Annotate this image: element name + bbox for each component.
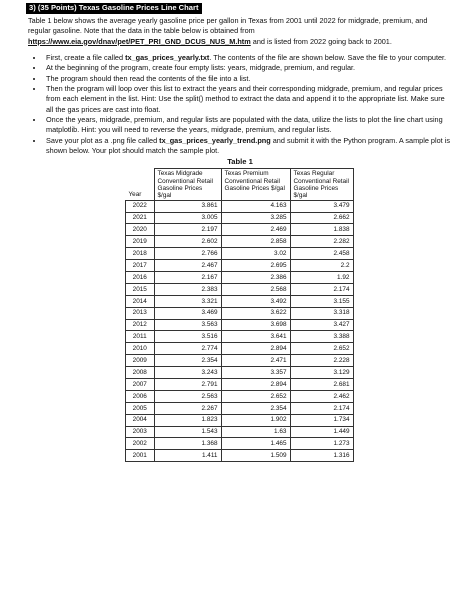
premium-cell: 2.894 bbox=[221, 343, 290, 355]
step-text: . The contents of the file are shown below. Save the file to your computer. bbox=[209, 52, 447, 62]
premium-cell: 2.471 bbox=[221, 355, 290, 367]
premium-cell: 3.285 bbox=[221, 212, 290, 224]
step-save-plot bbox=[44, 136, 452, 157]
premium-cell: 3.641 bbox=[221, 331, 290, 343]
regular-cell: 3.388 bbox=[290, 331, 353, 343]
regular-cell: 3.318 bbox=[290, 307, 353, 319]
midgrade-cell: 2.167 bbox=[154, 272, 221, 284]
regular-cell: 2.174 bbox=[290, 283, 353, 295]
table-row bbox=[126, 355, 354, 367]
year-cell: 2002 bbox=[126, 438, 155, 450]
table-row bbox=[126, 426, 354, 438]
premium-cell: 2.695 bbox=[221, 260, 290, 272]
year-cell: 2009 bbox=[126, 355, 155, 367]
midgrade-cell: 3.563 bbox=[154, 319, 221, 331]
regular-cell: 1.838 bbox=[290, 224, 353, 236]
intro-text-before: Table 1 below shows the average yearly gasoline price per gallon in Texas from 2001 until 2022 for midgrade, premium, and regular gasoline. Note that the data in the table below is obtained from bbox=[28, 15, 428, 36]
midgrade-cell: 3.005 bbox=[154, 212, 221, 224]
intro-text-after: and is listed from 2022 going back to 2001. bbox=[250, 36, 392, 46]
table-row bbox=[126, 379, 354, 391]
midgrade-cell: 1.411 bbox=[154, 450, 221, 462]
table-row bbox=[126, 438, 354, 450]
year-cell: 2011 bbox=[126, 331, 155, 343]
premium-cell: 2.568 bbox=[221, 283, 290, 295]
premium-cell: 1.902 bbox=[221, 414, 290, 426]
regular-cell: 2.662 bbox=[290, 212, 353, 224]
premium-cell: 2.354 bbox=[221, 402, 290, 414]
regular-cell: 2.458 bbox=[290, 248, 353, 260]
regular-cell: 2.2 bbox=[290, 260, 353, 272]
regular-cell: 3.479 bbox=[290, 200, 353, 212]
year-cell: 2020 bbox=[126, 224, 155, 236]
gas-prices-table bbox=[125, 168, 354, 462]
year-cell: 2010 bbox=[126, 343, 155, 355]
regular-cell: 1.92 bbox=[290, 272, 353, 284]
midgrade-cell: 3.243 bbox=[154, 367, 221, 379]
section-heading: 3) (35 Points) Texas Gasoline Prices Line Chart bbox=[26, 3, 202, 14]
regular-cell: 1.273 bbox=[290, 438, 353, 450]
step-text: Save your plot as a .png file called bbox=[46, 135, 160, 145]
year-cell: 2017 bbox=[126, 260, 155, 272]
midgrade-cell: 3.861 bbox=[154, 200, 221, 212]
midgrade-cell: 2.602 bbox=[154, 236, 221, 248]
premium-cell: 1.465 bbox=[221, 438, 290, 450]
regular-cell: 1.734 bbox=[290, 414, 353, 426]
step-loop-extract: • Then the program will loop over this list to extract the years and their corresponding midgrade, premium, and regular prices from each element in the list. Hint: Use the split() method to extract the data and append it to the appropriate list. Make sure all the gas prices are cast into float. bbox=[44, 84, 452, 115]
header-year: Year bbox=[126, 169, 155, 200]
table-body bbox=[126, 200, 354, 462]
premium-cell: 3.357 bbox=[221, 367, 290, 379]
year-cell: 2022 bbox=[126, 200, 155, 212]
table-row bbox=[126, 367, 354, 379]
midgrade-cell: 3.516 bbox=[154, 331, 221, 343]
table-row bbox=[126, 343, 354, 355]
table-row bbox=[126, 212, 354, 224]
midgrade-cell: 2.774 bbox=[154, 343, 221, 355]
year-cell: 2021 bbox=[126, 212, 155, 224]
step-create-lists: • At the beginning of the program, create four empty lists: years, midgrade, premium, and regular. bbox=[44, 63, 452, 73]
table-title: Table 1 bbox=[227, 157, 253, 167]
step-text: and submit it with the Python program. A sample plot is shown below. Your plot should match the sample plot. bbox=[46, 135, 450, 156]
year-cell: 2007 bbox=[126, 379, 155, 391]
table-row bbox=[126, 295, 354, 307]
regular-cell: 1.316 bbox=[290, 450, 353, 462]
year-cell: 2016 bbox=[126, 272, 155, 284]
year-cell: 2019 bbox=[126, 236, 155, 248]
premium-cell: 2.652 bbox=[221, 390, 290, 402]
midgrade-cell: 2.267 bbox=[154, 402, 221, 414]
table-row bbox=[126, 402, 354, 414]
year-cell: 2014 bbox=[126, 295, 155, 307]
year-cell: 2015 bbox=[126, 283, 155, 295]
midgrade-cell: 2.766 bbox=[154, 248, 221, 260]
source-url-link[interactable]: https://www.eia.gov/dnav/pet/PET_PRI_GND_DCUS_NUS_M.htm bbox=[28, 36, 251, 46]
midgrade-cell: 3.469 bbox=[154, 307, 221, 319]
table-row bbox=[126, 307, 354, 319]
intro-paragraph bbox=[28, 16, 452, 47]
midgrade-cell: 3.321 bbox=[154, 295, 221, 307]
table-row bbox=[126, 319, 354, 331]
midgrade-cell: 2.383 bbox=[154, 283, 221, 295]
regular-cell: 2.652 bbox=[290, 343, 353, 355]
regular-cell: 2.282 bbox=[290, 236, 353, 248]
table-row bbox=[126, 414, 354, 426]
premium-cell: 1.509 bbox=[221, 450, 290, 462]
output-filename: tx_gas_prices_yearly_trend.png bbox=[159, 135, 271, 145]
premium-cell: 3.02 bbox=[221, 248, 290, 260]
input-filename: tx_gas_prices_yearly.txt bbox=[125, 52, 210, 62]
regular-cell: 1.449 bbox=[290, 426, 353, 438]
year-cell: 2013 bbox=[126, 307, 155, 319]
table-row bbox=[126, 390, 354, 402]
regular-cell: 3.129 bbox=[290, 367, 353, 379]
midgrade-cell: 1.823 bbox=[154, 414, 221, 426]
premium-cell: 2.469 bbox=[221, 224, 290, 236]
year-cell: 2001 bbox=[126, 450, 155, 462]
midgrade-cell: 1.368 bbox=[154, 438, 221, 450]
table-row bbox=[126, 200, 354, 212]
step-text: First, create a file called bbox=[46, 52, 126, 62]
regular-cell: 3.155 bbox=[290, 295, 353, 307]
table-row bbox=[126, 283, 354, 295]
step-read-file: • The program should then read the contents of the file into a list. bbox=[44, 74, 452, 84]
premium-cell: 2.858 bbox=[221, 236, 290, 248]
midgrade-cell: 2.563 bbox=[154, 390, 221, 402]
table-row bbox=[126, 331, 354, 343]
header-regular: Texas Regular Conventional Retail Gasoline Prices $/gal bbox=[290, 169, 353, 200]
midgrade-cell: 2.197 bbox=[154, 224, 221, 236]
premium-cell: 3.492 bbox=[221, 295, 290, 307]
header-premium: Texas Premium Conventional Retail Gasoline Prices $/gal bbox=[221, 169, 290, 200]
step-plot-chart: • Once the years, midgrade, premium, and regular lists are populated with the data, utilize the lists to plot the line chart using matplotlib. Hint: you will need to reverse the years, midgrade, premium, and regular lists. bbox=[44, 115, 452, 136]
premium-cell: 3.622 bbox=[221, 307, 290, 319]
premium-cell: 3.698 bbox=[221, 319, 290, 331]
premium-cell: 1.63 bbox=[221, 426, 290, 438]
premium-cell: 2.894 bbox=[221, 379, 290, 391]
regular-cell: 2.462 bbox=[290, 390, 353, 402]
year-cell: 2003 bbox=[126, 426, 155, 438]
midgrade-cell: 2.791 bbox=[154, 379, 221, 391]
year-cell: 2005 bbox=[126, 402, 155, 414]
table-header-row bbox=[126, 169, 354, 200]
instruction-list bbox=[28, 53, 452, 157]
regular-cell: 3.427 bbox=[290, 319, 353, 331]
table-row bbox=[126, 450, 354, 462]
year-cell: 2006 bbox=[126, 390, 155, 402]
table-row bbox=[126, 236, 354, 248]
regular-cell: 2.174 bbox=[290, 402, 353, 414]
step-create-file bbox=[44, 53, 452, 63]
year-cell: 2008 bbox=[126, 367, 155, 379]
year-cell: 2004 bbox=[126, 414, 155, 426]
regular-cell: 2.681 bbox=[290, 379, 353, 391]
table-row bbox=[126, 224, 354, 236]
midgrade-cell: 2.467 bbox=[154, 260, 221, 272]
table-row bbox=[126, 248, 354, 260]
regular-cell: 2.228 bbox=[290, 355, 353, 367]
year-cell: 2012 bbox=[126, 319, 155, 331]
premium-cell: 2.386 bbox=[221, 272, 290, 284]
midgrade-cell: 2.354 bbox=[154, 355, 221, 367]
premium-cell: 4.163 bbox=[221, 200, 290, 212]
header-midgrade: Texas Midgrade Conventional Retail Gasoline Prices $/gal bbox=[154, 169, 221, 200]
table-row bbox=[126, 272, 354, 284]
midgrade-cell: 1.543 bbox=[154, 426, 221, 438]
table-row bbox=[126, 260, 354, 272]
year-cell: 2018 bbox=[126, 248, 155, 260]
